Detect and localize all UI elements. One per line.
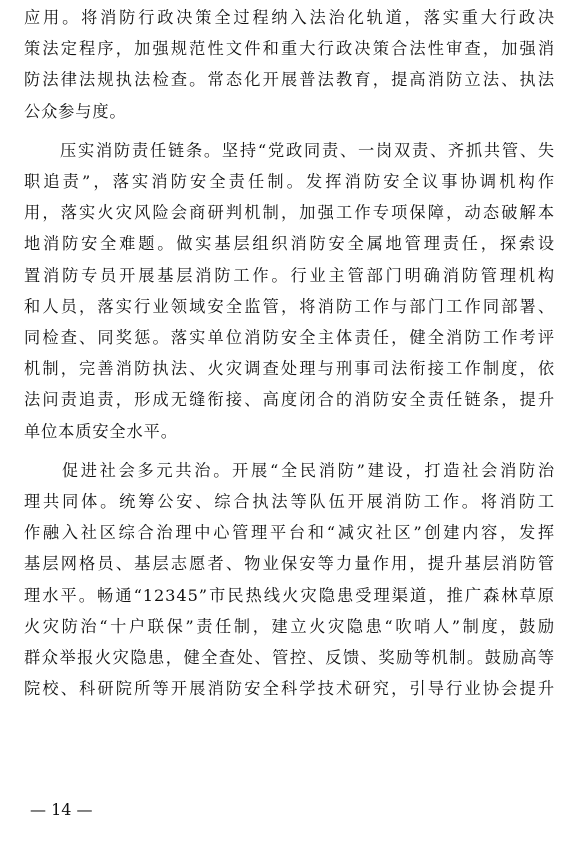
paragraph-social-governance — [24, 455, 555, 705]
text-line: 理共同体。统筹公安、综合执法等队伍开展消防工作。将消防工 — [24, 492, 555, 512]
text-line: 压实消防责任链条。坚持“党政同责、一岗双责、齐抓共管、失 — [24, 140, 555, 160]
text-line: 同检查、同奖惩。落实单位消防安全主体责任，健全消防工作考评 — [24, 328, 555, 348]
text-line: 基层网格员、基层志愿者、物业保安等力量作用，提升基层消防管 — [24, 554, 555, 574]
text-line: 用，落实火灾风险会商研判机制，加强工作专项保障，动态破解本 — [24, 203, 555, 223]
text-line: 策法定程序，加强规范性文件和重大行政决策合法性审查，加强消 — [24, 39, 555, 59]
text-line: 法问责追责，形成无缝衔接、高度闭合的消防安全责任链条，提升 — [24, 390, 555, 410]
text-line: 和人员，落实行业领域安全监管，将消防工作与部门工作同部署、 — [24, 296, 555, 316]
document-body — [24, 2, 555, 712]
text-line: 作融入社区综合治理中心管理平台和“减灾社区”创建内容，发挥 — [24, 523, 555, 543]
paragraph-responsibility-chain — [24, 135, 555, 447]
text-line: 职追责”，落实消防安全责任制。发挥消防安全议事协调机构作 — [24, 172, 555, 192]
text-line: 防法律法规执法检查。常态化开展普法教育，提高消防立法、执法 — [24, 70, 555, 90]
text-line: 置消防专员开展基层消防工作。行业主管部门明确消防管理机构 — [24, 265, 555, 285]
page-number: — 14 — — [30, 800, 93, 819]
text-line: 院校、科研院所等开展消防安全科学技术研究，引导行业协会提升 — [24, 679, 555, 699]
paragraph-rule-of-law — [24, 2, 555, 127]
text-line: 理水平。畅通“12345”市民热线火灾隐患受理渠道，推广森林草原 — [24, 585, 555, 605]
text-line: 地消防安全难题。做实基层组织消防安全属地管理责任，探索设 — [24, 234, 555, 254]
text-line: 火灾防治“十户联保”责任制，建立火灾隐患“吹哨人”制度，鼓励 — [24, 616, 555, 636]
text-line: 应用。将消防行政决策全过程纳入法治化轨道，落实重大行政决 — [24, 8, 555, 27]
text-line: 机制，完善消防执法、火灾调查处理与刑事司法衔接工作制度，依 — [24, 359, 555, 379]
text-line: 群众举报火灾隐患，健全查处、管控、反馈、奖励等机制。鼓励高等 — [24, 648, 555, 668]
text-line: 公众参与度。 — [24, 101, 127, 121]
text-line: 促进社会多元共治。开展“全民消防”建设，打造社会消防治 — [24, 460, 555, 480]
text-line: 单位本质安全水平。 — [24, 421, 178, 441]
